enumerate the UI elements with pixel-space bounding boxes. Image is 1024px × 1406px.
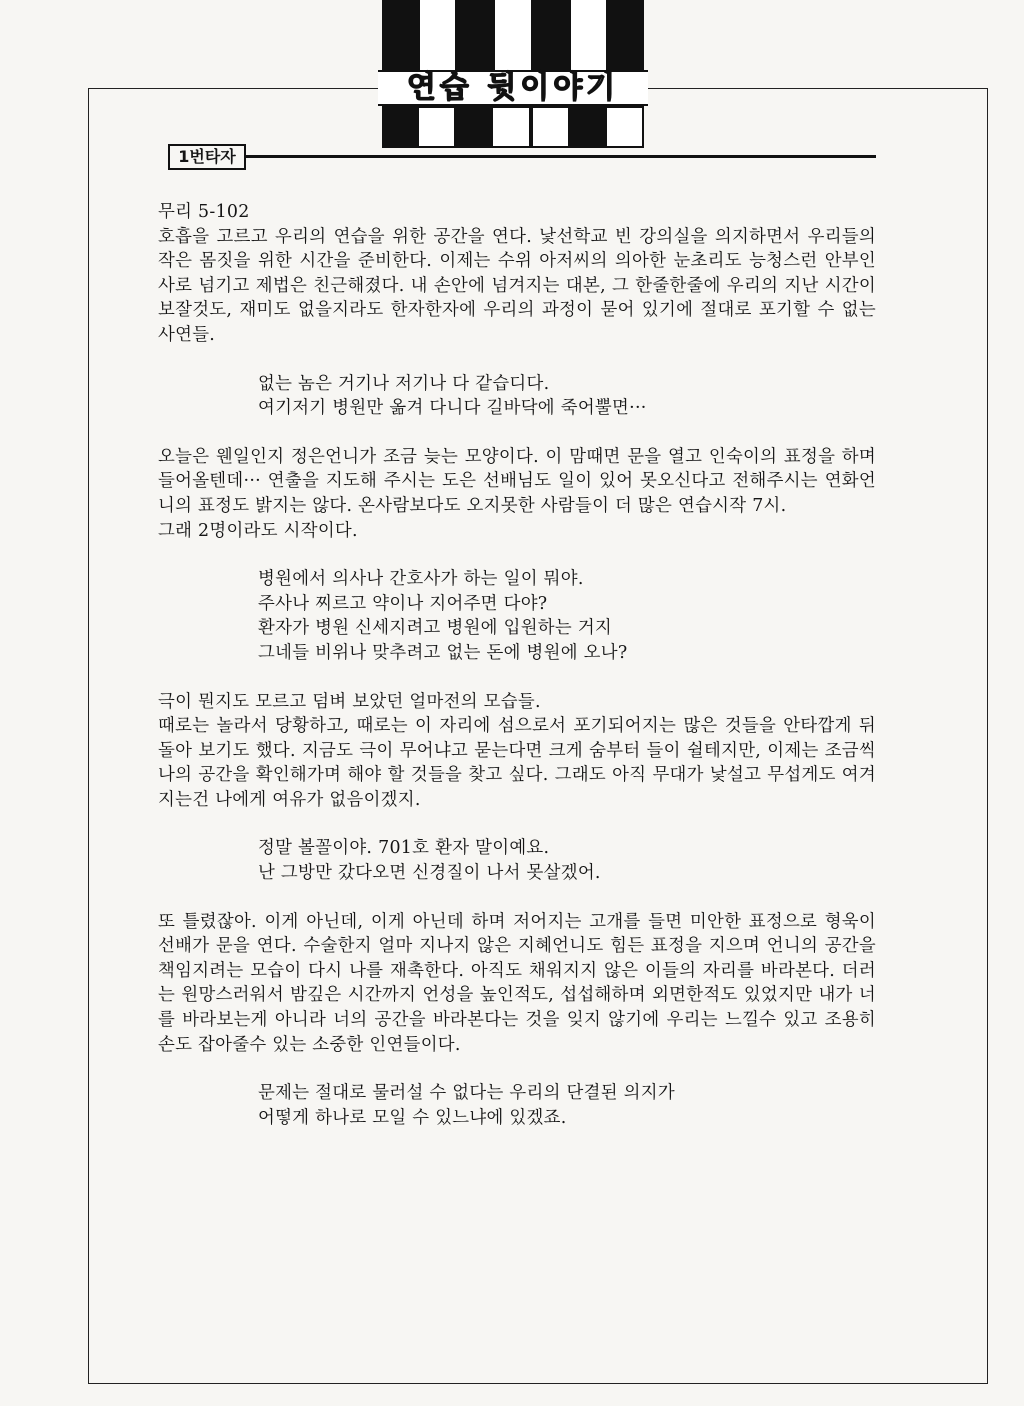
paragraph-4: 또 틀렸잖아. 이게 아닌데, 이게 아닌데 하며 저어지는 고개를 들면 미안한 표정으로 형욱이 선배가 문을 연다. 수술한지 얼마 지나지 않은 지혜언니도 힘든 표정을 지으며 언니의 공간을 책임지려는 모습이 다시 나를 재촉한다. 아직도 채워지지 않은 이들의 자리를 바라본다. 더러는 원망스러워서 밤깊은 시간까지 언성을 높인적도, 섭섭해하며 외면한적도 있었지만 내가 너를 바라보는게 아니라 너의 공간을 바라본다는 것을 잊지 않기에 우리는 느낄수 있고 조용히 손도 잡아줄수 있는 소중한 인연들이다. <box>158 911 876 1055</box>
paragraph-2-end: 그래 2명이라도 시작이다. <box>158 520 358 541</box>
paragraph-3-lead: 극이 뭔지도 모르고 덤벼 보았던 얼마전의 모습들. <box>158 691 541 712</box>
quote-line: 그네들 비위나 맞추려고 없는 돈에 병원에 오나? <box>258 642 628 663</box>
paragraph-3: 때로는 놀라서 당황하고, 때로는 이 자리에 섬으로서 포기되어지는 많은 것들을 안타깝게 뒤돌아 보기도 했다. 지금도 극이 무어냐고 묻는다면 크게 숨부터 들이 쉴테지만, 이제는 조금씩 나의 공간을 확인해가며 해야 할 것들을 찾고 싶다. 그래도 아직 무대가 낯설고 무섭게도 여겨지는건 나에게 여유가 없음이겠지. <box>158 716 876 810</box>
quote-line: 어떻게 하나로 모일 수 있느냐에 있겠죠. <box>258 1107 567 1128</box>
quote-line: 여기저기 병원만 옮겨 다니다 길바닥에 죽어뿔면··· <box>258 398 647 419</box>
section-rule <box>246 155 876 158</box>
quote-line: 환자가 병원 신세지려고 병원에 입원하는 거지 <box>258 618 613 639</box>
section-label: 1번타자 <box>168 144 246 170</box>
banner-checker-bottom <box>382 106 644 148</box>
paragraph-2: 오늘은 웬일인지 정은언니가 조금 늦는 모양이다. 이 맘때면 문을 열고 인숙이의 표정을 하며 들어올텐데··· 연출을 지도해 주시는 도은 선배님도 일이 있어 못오신다고 전해주시는 연화언니의 표정도 밝지는 않다. 온사람보다도 오지못한 사람들이 더 많은 연습시작 7시. <box>158 446 876 516</box>
banner-stripes-top <box>382 0 644 70</box>
dialogue-quote-2 <box>158 567 876 665</box>
essay-body <box>158 200 876 1130</box>
quote-line: 없는 놈은 거기나 저기나 다 같습디다. <box>258 373 550 394</box>
quote-line: 병원에서 의사나 간호사가 하는 일이 뭐야. <box>258 569 584 590</box>
paragraph-1: 호흡을 고르고 우리의 연습을 위한 공간을 연다. 낯선학교 빈 강의실을 의지하면서 우리들의 작은 몸짓을 위한 시간을 준비한다. 이제는 수위 아저씨의 의아한 눈초리도 능청스런 안부인사로 넘기고 제법은 친근해졌다. 내 손안에 넘겨지는 대본, 그 한줄한줄에 우리의 지난 시간이 보잘것도, 재미도 없을지라도 한자한자에 우리의 과정이 묻어 있기에 절대로 포기할 수 없는 사연들. <box>158 226 876 345</box>
page-title: 연습 뒷이야기 <box>378 70 648 106</box>
quote-line: 주사나 찌르고 약이나 지어주면 다야? <box>258 593 548 614</box>
dialogue-quote-3 <box>158 836 876 885</box>
quote-line: 문제는 절대로 물러설 수 없다는 우리의 단결된 의지가 <box>258 1083 675 1104</box>
quote-line: 정말 볼꼴이야. 701호 환자 말이예요. <box>258 838 550 859</box>
dialogue-quote-1 <box>158 372 876 421</box>
dialogue-quote-4 <box>158 1081 876 1130</box>
title-banner <box>382 0 644 148</box>
quote-line: 난 그방만 갔다오면 신경질이 나서 못살겠어. <box>258 863 601 884</box>
author-heading: 무리 5-102 <box>158 202 250 222</box>
